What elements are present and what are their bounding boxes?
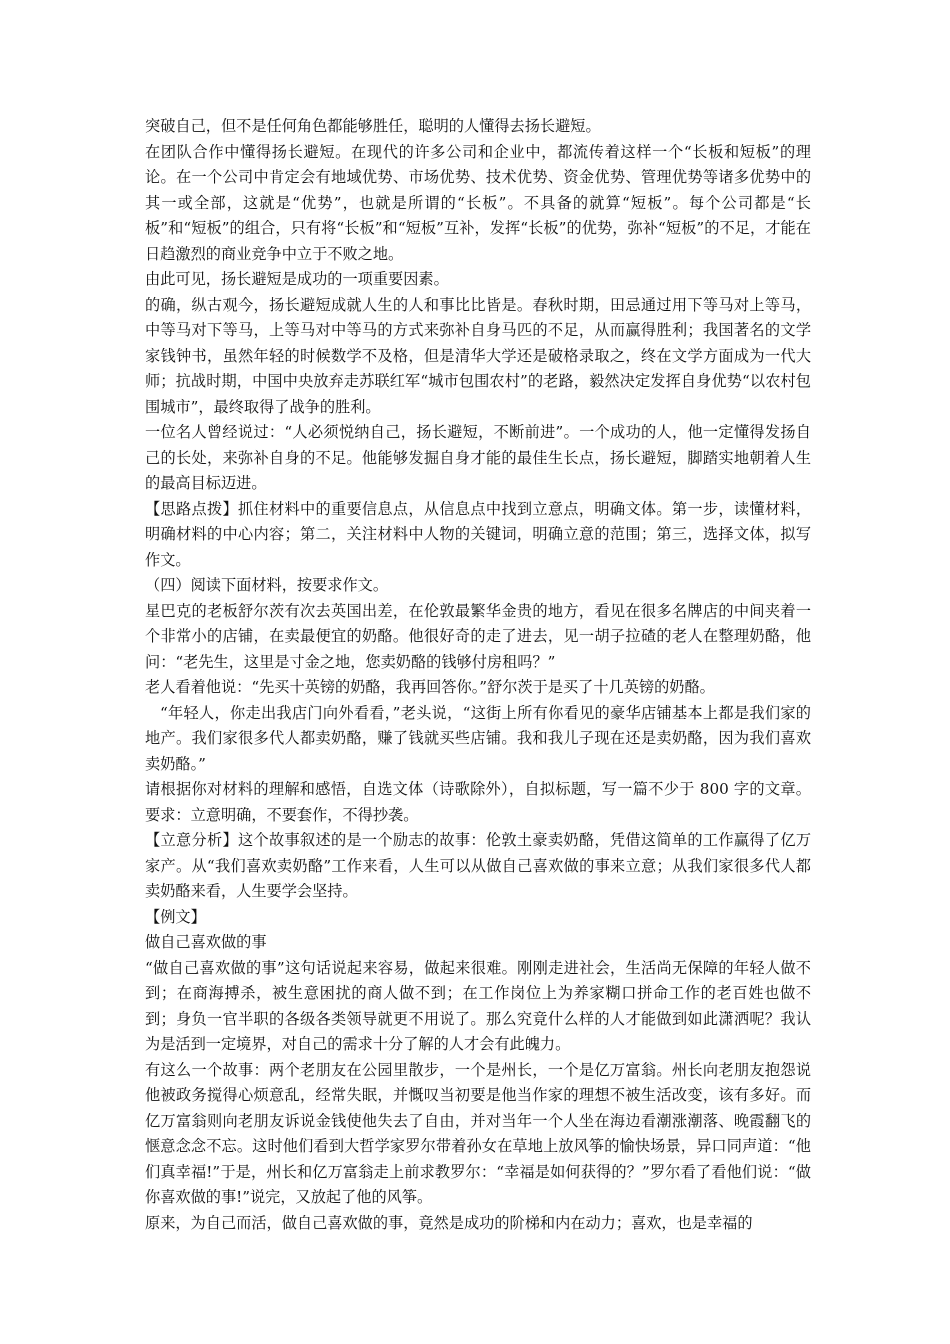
essay-title: 做自己喜欢做的事 xyxy=(145,933,267,951)
paragraph-quote: 一位名人曾经说过：“人必须悦纳自己，扬长避短，不断前进”。一个成功的人，他一定懂得发扬自己的长处，来弥补自身的不足。他能够发掘自身才能的最佳生长点，扬长避短，脚踏实地朝着人生的最高目标迈进。 xyxy=(145,423,811,492)
paragraph-analysis: 【立意分析】这个故事叙述的是一个励志的故事：伦敦土豪卖奶酪，凭借这简单的工作赢得了亿万家产。从“我们喜欢卖奶酪”工作来看，人生可以从做自己喜欢做的事来立意；从我们家很多代人都卖奶酪来看，人生要学会坚持。 xyxy=(145,831,811,900)
paragraph-material-3: “年轻人，你走出我店门向外看看，”老头说，“这街上所有你看见的豪华店铺基本上都是我们家的地产。我们家很多代人都卖奶酪，赚了钱就买些店铺。我和我儿子现在还是卖奶酪，因为我们喜欢卖奶酪。” xyxy=(145,703,811,773)
paragraph-requirement: 请根据你对材料的理解和感悟，自选文体（诗歌除外），自拟标题，写一篇不少于 800 字的文章。要求：立意明确，不要套作，不得抄袭。 xyxy=(145,780,811,824)
essay-paragraph-2: 有这么一个故事：两个老朋友在公园里散步，一个是州长，一个是亿万富翁。州长向老朋友抱怨说他被政务搅得心烦意乱，经常失眠，并慨叹当初要是他当作家的理想不被生活改变，该有多好。而亿万富翁则向老朋友诉说金钱使他失去了自由，并对当年一个人坐在海边看潮涨潮落、晚霞翻飞的惬意念念不忘。这时他们看到大哲学家罗尔带着孙女在草地上放风筝的愉快场景，异口同声道：“他们真幸福!”于是，州长和亿万富翁走上前求教罗尔：“幸福是如何获得的？”罗尔看了看他们说：“做你喜欢做的事!”说完，又放起了他的风筝。 xyxy=(145,1060,811,1206)
paragraph-material-1: 星巴克的老板舒尔茨有次去英国出差，在伦敦最繁华金贵的地方，看见在很多名牌店的中间夹着一个非常小的店铺，在卖最便宜的奶酪。他很好奇的走了进去，见一胡子拉碴的老人在整理奶酪，他问：“老先生，这里是寸金之地，您卖奶酪的钱够付房租吗？” xyxy=(145,601,811,671)
paragraph-conclusion: 由此可见，扬长避短是成功的一项重要因素。 xyxy=(145,270,449,288)
paragraph-teamwork: 在团队合作中懂得扬长避短。在现代的许多公司和企业中，都流传着这样一个“长板和短板”的理论。在一个公司中肯定会有地域优势、市场优势、技术优势、资金优势、管理优势等诸多优势中的其一或全部，这就是“优势”，也就是所谓的“长板”。不具备的就算“短板”。每个公司都是“长板”和“短板”的组合，只有将“长板”和“短板”互补，发挥“长板”的优势，弥补“短板”的不足，才能在日趋激烈的商业竞争中立于不败之地。 xyxy=(145,142,811,263)
document-page xyxy=(145,114,811,1236)
paragraph-material-2: 老人看着他说：“先买十英镑的奶酪，我再回答你。”舒尔茨于是买了十几英镑的奶酪。 xyxy=(145,678,715,696)
paragraph-examples: 的确，纵古观今，扬长避短成就人生的人和事比比皆是。春秋时期，田忌通过用下等马对上等马，中等马对下等马，上等马对中等马的方式来弥补自身马匹的不足，从而赢得胜利；我国著名的文学家钱钟书，虽然年轻的时候数学不及格，但是清华大学还是破格录取之，终在文学方面成为一代大师；抗战时期，中国中央放弃走苏联红军“城市包围农村”的老路，毅然决定发挥自身优势“以农村包围城市”，最终取得了战争的胜利。 xyxy=(145,295,811,416)
essay-paragraph-1: “做自己喜欢做的事”这句话说起来容易，做起来很难。刚刚走进社会，生活尚无保障的年轻人做不到；在商海搏杀，被生意困扰的商人做不到；在工作岗位上为养家糊口拼命工作的老百姓也做不到；身负一官半职的各级各类领导就更不用说了。那么究竟什么样的人才能做到如此潇洒呢？我认为是活到一定境界，对自己的需求十分了解的人才会有此魄力。 xyxy=(145,958,811,1053)
paragraph-intro: 突破自己，但不是任何角色都能够胜任，聪明的人懂得去扬长避短。 xyxy=(145,117,601,135)
section-heading-four: （四）阅读下面材料，按要求作文。 xyxy=(145,576,388,594)
paragraph-hint: 【思路点拨】抓住材料中的重要信息点，从信息点中找到立意点，明确文体。第一步，读懂材料，明确材料的中心内容；第二，关注材料中人物的关键词，明确立意的范围；第三，选择文体，拟写作文。 xyxy=(145,499,811,569)
label-example: 【例文】 xyxy=(145,907,206,926)
essay-paragraph-3: 原来，为自己而活，做自己喜欢做的事，竟然是成功的阶梯和内在动力；喜欢，也是幸福的 xyxy=(145,1213,753,1232)
